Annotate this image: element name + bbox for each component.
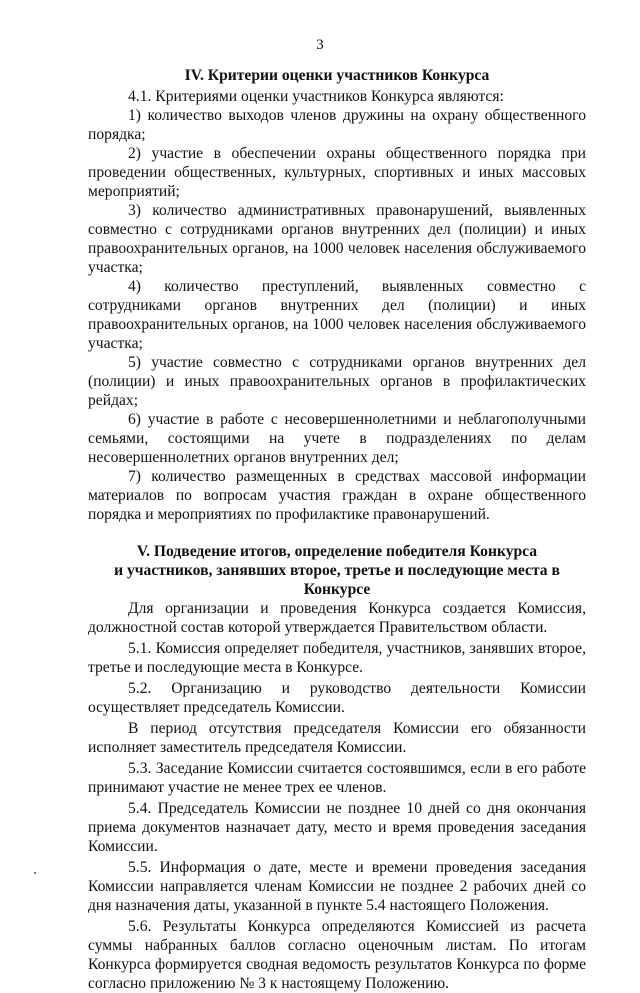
- section-5-paragraph: Для организации и проведения Конкурса создается Комиссия, должностной состав которой утверждается Правительством области.: [88, 600, 586, 636]
- section-5-paragraph: 5.5. Информация о дате, месте и времени проведения заседания Комиссии направляется членам Комиссии не позднее 2 рабочих дней со дня назначения даты, указанной в пункте 5.4 настоящего Положения.: [88, 859, 586, 914]
- section-5-paragraph: 5.4. Председатель Комиссии не позднее 10 дней со дня окончания приема документов назначает дату, место и время проведения заседания Комиссии.: [88, 800, 586, 855]
- section-5-title-line-2: и участников, занявших второе, третье и последующие места в Конкурсе: [114, 562, 560, 598]
- page-number: 3: [316, 37, 324, 53]
- section-5-title-line-1: V. Подведение итогов, определение победителя Конкурса: [136, 543, 538, 560]
- document-body: [88, 66, 586, 993]
- section-5-paragraph: 5.1. Комиссия определяет победителя, участников, занявших второе, третье и последующие места в Конкурсе.: [88, 640, 586, 676]
- section-5-paragraph: 5.6. Результаты Конкурса определяются Комиссией из расчета суммы набранных баллов согласно оценочным листам. По итогам Конкурса формируется сводная ведомость результатов Конкурса по форме согласно приложению № 3 к настоящему Положению.: [88, 918, 586, 992]
- criteria-item-3: 3) количество административных правонарушений, выявленных совместно с сотрудниками органов внутренних дел (полиции) и иных правоохранительных органов, на 1000 человек населения обслуживаемого участка;: [88, 202, 586, 276]
- section-5-paragraph: В период отсутствия председателя Комиссии его обязанности исполняет заместитель председателя Комиссии.: [88, 720, 586, 756]
- criteria-item-7: 7) количество размещенных в средствах массовой информации материалов по вопросам участия граждан в охране общественного порядка и мероприятиях по профилактике правонарушений.: [88, 468, 586, 523]
- section-5-paragraph: 5.2. Организацию и руководство деятельности Комиссии осуществляет председатель Комиссии.: [88, 680, 586, 716]
- section-5-paragraph: 5.3. Заседание Комиссии считается состоявшимся, если в его работе принимают участие не менее трех ее членов.: [88, 760, 586, 796]
- criteria-item-4: 4) количество преступлений, выявленных совместно с сотрудниками органов внутренних дел (полиции) и иных правоохранительных органов, на 1000 человек населения обслуживаемого участка;: [88, 278, 586, 352]
- criteria-item-5: 5) участие совместно с сотрудниками органов внутренних дел (полиции) и иных правоохранительных органов в профилактических рейдах;: [88, 354, 586, 409]
- criteria-item-2: 2) участие в обеспечении охраны общественного порядка при проведении общественных, культурных, спортивных и иных массовых мероприятий;: [88, 145, 586, 200]
- criteria-item-6: 6) участие в работе с несовершеннолетними и неблагополучными семьями, состоящими на учете в подразделениях по делам несовершеннолетних органов внутренних дел;: [88, 411, 586, 466]
- section-4-intro: 4.1. Критериями оценки участников Конкурса являются:: [128, 88, 504, 105]
- scan-speck: [34, 872, 36, 874]
- section-4-title: IV. Критерии оценки участников Конкурса: [184, 67, 490, 84]
- criteria-item-1: 1) количество выходов членов дружины на охрану общественного порядка;: [88, 107, 586, 143]
